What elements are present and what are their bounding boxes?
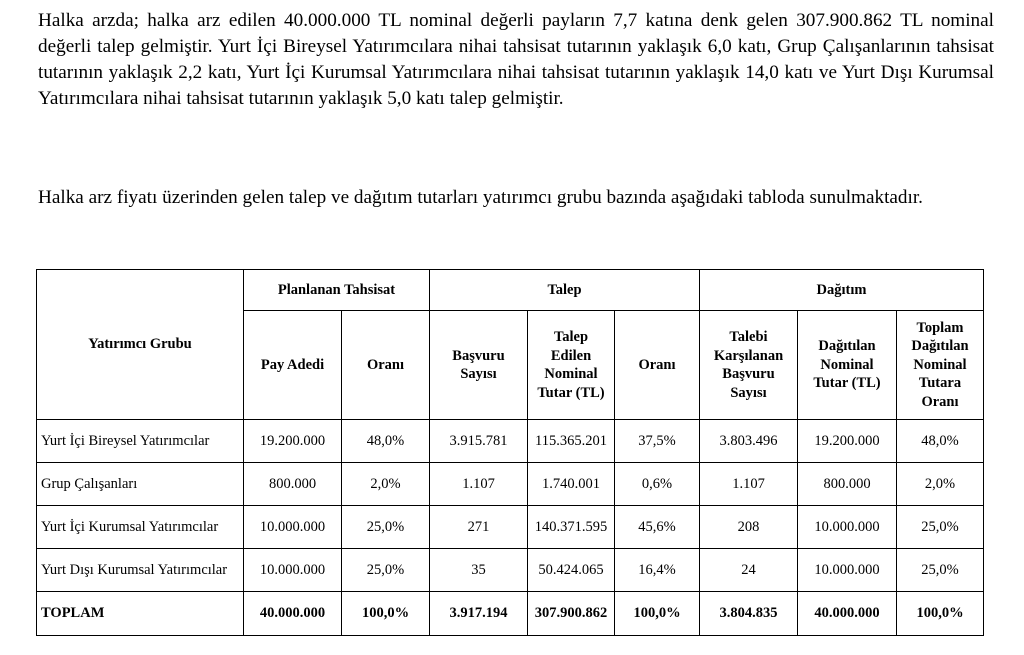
col-header-fulfilled-count: Talebi Karşılanan Başvuru Sayısı xyxy=(700,311,798,420)
cell-fulfilled-count: 208 xyxy=(700,506,798,549)
total-distributed-amount: 40.000.000 xyxy=(798,592,897,636)
col-header-application-count: Başvuru Sayısı xyxy=(430,311,528,420)
cell-distributed-ratio: 48,0% xyxy=(897,420,984,463)
cell-demanded-amount: 140.371.595 xyxy=(528,506,615,549)
total-distributed-ratio: 100,0% xyxy=(897,592,984,636)
cell-demand-ratio: 37,5% xyxy=(615,420,700,463)
row-label: Grup Çalışanları xyxy=(37,463,244,506)
total-fulfilled-count: 3.804.835 xyxy=(700,592,798,636)
cell-application-count: 35 xyxy=(430,549,528,592)
section-header-row xyxy=(37,270,984,311)
paragraph-demand-summary: Halka arzda; halka arz edilen 40.000.000 TL nominal değerli payların 7,7 katına denk gelen 307.900.862 TL nominal değerli talep gelmiştir. Yurt İçi Bireysel Yatırımcılara nihai tahsisat tutarının yaklaşık 6,0 katı, Grup Çalışanlarının tahsisat tutarının yaklaşık 2,2 katı, Yurt İçi Kurumsal Yatırımcılara nihai tahsisat tutarının yaklaşık 14,0 katı ve Yurt Dışı Kurumsal Yatırımcılara nihai tahsisat tutarının yaklaşık 5,0 katı talep gelmiştir. xyxy=(38,10,994,109)
cell-fulfilled-count: 1.107 xyxy=(700,463,798,506)
cell-share-count: 10.000.000 xyxy=(244,506,342,549)
distribution-table xyxy=(36,269,984,636)
cell-demand-ratio: 16,4% xyxy=(615,549,700,592)
total-row xyxy=(37,592,984,636)
cell-application-count: 3.915.781 xyxy=(430,420,528,463)
cell-demand-ratio: 45,6% xyxy=(615,506,700,549)
cell-distributed-ratio: 25,0% xyxy=(897,506,984,549)
cell-share-count: 10.000.000 xyxy=(244,549,342,592)
total-application-count: 3.917.194 xyxy=(430,592,528,636)
cell-distributed-amount: 10.000.000 xyxy=(798,549,897,592)
cell-fulfilled-count: 3.803.496 xyxy=(700,420,798,463)
cell-fulfilled-count: 24 xyxy=(700,549,798,592)
col-header-demanded-amount: Talep Edilen Nominal Tutar (TL) xyxy=(528,311,615,420)
section-header-demand: Talep xyxy=(430,270,700,311)
table-row xyxy=(37,463,984,506)
cell-distributed-ratio: 25,0% xyxy=(897,549,984,592)
row-label: Yurt İçi Bireysel Yatırımcılar xyxy=(37,420,244,463)
total-share-count: 40.000.000 xyxy=(244,592,342,636)
cell-share-count: 19.200.000 xyxy=(244,420,342,463)
section-header-distribution: Dağıtım xyxy=(700,270,984,311)
section-header-planned: Planlanan Tahsisat xyxy=(244,270,430,311)
table-row xyxy=(37,549,984,592)
cell-planned-ratio: 48,0% xyxy=(342,420,430,463)
row-label: Yurt Dışı Kurumsal Yatırımcılar xyxy=(37,549,244,592)
cell-planned-ratio: 25,0% xyxy=(342,506,430,549)
cell-demand-ratio: 0,6% xyxy=(615,463,700,506)
paragraph-table-intro: Halka arz fiyatı üzerinden gelen talep ve dağıtım tutarları yatırımcı grubu bazında aşağıdaki tabloda sunulmaktadır. xyxy=(38,187,923,208)
cell-demanded-amount: 1.740.001 xyxy=(528,463,615,506)
cell-distributed-amount: 800.000 xyxy=(798,463,897,506)
cell-application-count: 1.107 xyxy=(430,463,528,506)
col-header-distributed-amount: Dağıtılan Nominal Tutar (TL) xyxy=(798,311,897,420)
cell-distributed-amount: 10.000.000 xyxy=(798,506,897,549)
table-row xyxy=(37,420,984,463)
total-planned-ratio: 100,0% xyxy=(342,592,430,636)
row-label: Yurt İçi Kurumsal Yatırımcılar xyxy=(37,506,244,549)
table-row xyxy=(37,506,984,549)
col-header-planned-ratio: Oranı xyxy=(342,311,430,420)
cell-application-count: 271 xyxy=(430,506,528,549)
total-label: TOPLAM xyxy=(37,592,244,636)
cell-planned-ratio: 2,0% xyxy=(342,463,430,506)
cell-share-count: 800.000 xyxy=(244,463,342,506)
col-header-distributed-ratio: Toplam Dağıtılan Nominal Tutara Oranı xyxy=(897,311,984,420)
cell-demanded-amount: 115.365.201 xyxy=(528,420,615,463)
investor-group-header: Yatırımcı Grubu xyxy=(37,270,244,420)
col-header-demand-ratio: Oranı xyxy=(615,311,700,420)
cell-distributed-amount: 19.200.000 xyxy=(798,420,897,463)
col-header-share-count: Pay Adedi xyxy=(244,311,342,420)
total-demand-ratio: 100,0% xyxy=(615,592,700,636)
total-demanded-amount: 307.900.862 xyxy=(528,592,615,636)
cell-distributed-ratio: 2,0% xyxy=(897,463,984,506)
cell-demanded-amount: 50.424.065 xyxy=(528,549,615,592)
cell-planned-ratio: 25,0% xyxy=(342,549,430,592)
